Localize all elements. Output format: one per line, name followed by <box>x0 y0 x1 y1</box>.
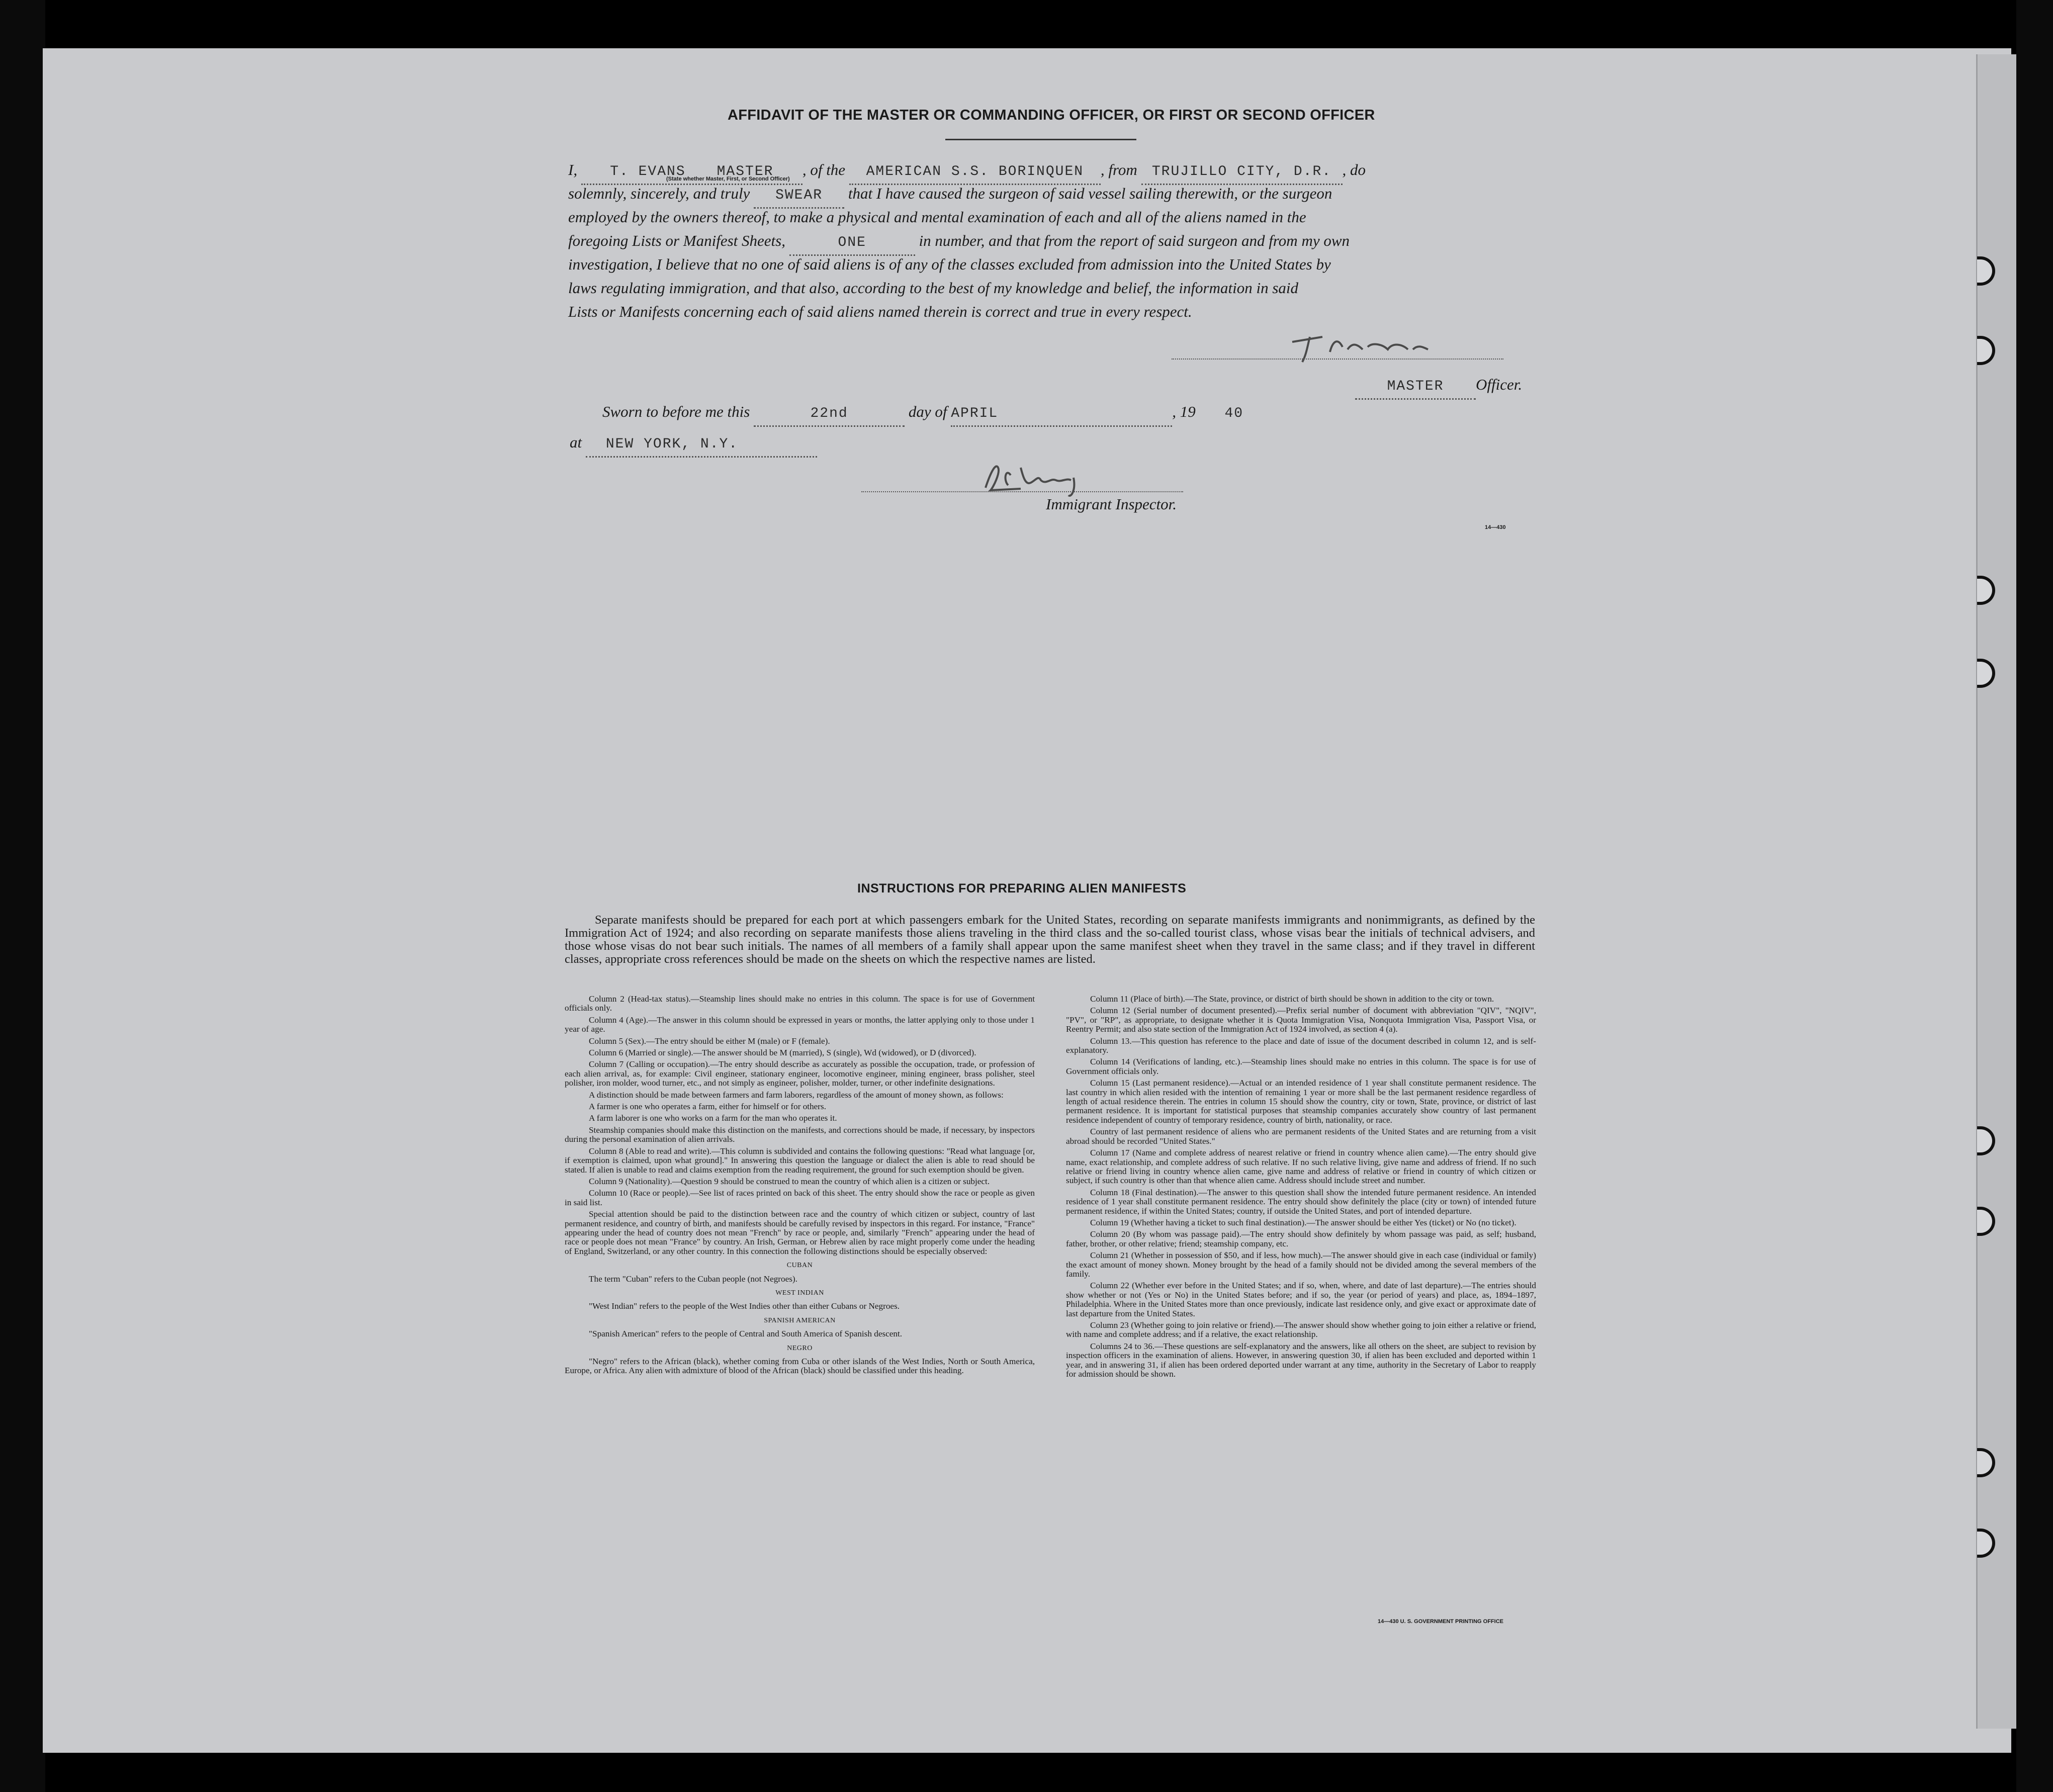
paper-edge <box>1976 54 2020 1729</box>
inspector-label: Immigrant Inspector. <box>1046 495 1177 513</box>
scan-border-right <box>2016 0 2053 1792</box>
affidavit-line-7: Lists or Manifests concerning each of said aliens named therein is correct and true in every respect. <box>568 303 1192 320</box>
instruction-paragraph: Column 20 (By whom was passage paid).—The entry should show definitely by whom passage was paid, as self; husband, father, brother, or other relative; friend; steamship company, etc. <box>1066 1229 1536 1248</box>
instruction-paragraph: Column 11 (Place of birth).—The State, province, or district of birth should be shown in addition to the city or town. <box>1090 994 1494 1004</box>
oath-field <box>754 182 844 209</box>
text-do: , do <box>1342 161 1366 178</box>
instruction-paragraph: Special attention should be paid to the distinction between race and the country of which citizen or subject, country of last permanent residence, and country of birth, and manifests should be carefully revised by inspectors in this regard. For instance, "France" appearing under the head of country does not mean "French" by race or people, and, similarly "French" appearing under the head of race or people does not mean "France" by country. An Irish, German, or Hebrew alien by race might properly come under the heading of England, Switzerland, or any other country. In this connection the following distinctions should be especially observed: <box>565 1209 1035 1256</box>
instruction-paragraph: Column 2 (Head-tax status).—Steamship lines should make no entries in this column. The space is for use of Government officials only. <box>565 994 1035 1013</box>
instruction-paragraph: Column 7 (Calling or occupation).—The entry should describe as accurately as possible the occupation, trade, or profession of each alien arrival, as, for example: Civil engineer, stationary engineer, locomotive engineer, mining engineer, brass polisher, steel polisher, iron molder, wood turner, etc., and not simply as engineer, polisher, molder, turner, or other indefinite designations. <box>565 1059 1035 1088</box>
instruction-paragraph: Column 4 (Age).—The answer in this column should be expressed in years or months, the latter applying only to those under 1 year of age. <box>565 1015 1035 1034</box>
port-field <box>1141 158 1343 185</box>
instruction-paragraph: Country of last permanent residence of aliens who are permanent residents of the United States and are returning from a visit abroad should be recorded "United States." <box>1066 1127 1536 1146</box>
affidavit-line-4 <box>568 229 1539 256</box>
officer-name-value: T. EVANS <box>610 164 686 180</box>
sheet-count-field <box>789 229 915 256</box>
instruction-paragraph: "West Indian" refers to the people of the West Indies other than either Cubans or Negroes. <box>589 1301 900 1311</box>
instruction-paragraph: Column 17 (Name and complete address of nearest relative or friend in country whence alien came).—The entry should give name, exact relationship, and complete address of such relative. If no such relative living, give name and address of friend. If no such relative or friend living in country whence alien came, give name and address of relative or friend in country of which citizen or subject, if such country is other than that whence alien came. Address should include street and number. <box>1066 1148 1536 1186</box>
scan-border-left <box>0 0 45 1792</box>
instruction-paragraph: Column 12 (Serial number of document presented).—Prefix serial number of document with abbreviation "QIV", "NQIV", "PV", or "RP", as appropriate, to designate whether it is Quota Immigration Visa, Nonquota Immigration Visa, Passport Visa, or Reentry Permit; and also state section of the Immigration Act of 1924 involved, as section 4 (a). <box>1066 1006 1536 1034</box>
text-of-the: , of the <box>802 161 846 178</box>
affidavit-title: AFFIDAVIT OF THE MASTER OR COMMANDING OFFICER, OR FIRST OR SECOND OFFICER <box>728 107 1375 123</box>
instruction-paragraph: A farmer is one who operates a farm, either for himself or for others. <box>589 1102 827 1112</box>
master-officer-line <box>1355 373 1522 400</box>
instruction-paragraph: Column 6 (Married or single).—The answer should be M (married), S (single), Wd (widowed), or D (divorced). <box>589 1048 976 1058</box>
text-surgeon: that I have caused the surgeon of said vessel sailing therewith, or the surgeon <box>848 185 1332 202</box>
instruction-paragraph: Column 14 (Verifications of landing, etc.).—Steamship lines should make no entries in this column. The space is for use of Government officials only. <box>1066 1057 1536 1076</box>
signature-rank-value: MASTER <box>1387 379 1444 394</box>
section-heading-cuban: CUBAN <box>786 1262 813 1270</box>
instruction-paragraph: The term "Cuban" refers to the Cuban people (not Negroes). <box>589 1274 797 1284</box>
affidavit-line-2 <box>568 182 1539 209</box>
century-label: , 19 <box>1172 403 1196 420</box>
section-heading-negro: NEGRO <box>787 1344 813 1352</box>
instruction-paragraph: Column 10 (Race or people).—See list of races printed on back of this sheet. The entry should show the race or people as given in said list. <box>565 1188 1035 1207</box>
instruction-paragraph: A farm laborer is one who works on a farm for the man who operates it. <box>589 1113 837 1123</box>
instructions-column-left <box>565 995 1035 1378</box>
text-from: , from <box>1100 161 1137 178</box>
officer-rank-value: MASTER <box>717 164 774 180</box>
officer-title-hint: (State whether Master, First, or Second Officer) <box>666 176 790 182</box>
sworn-location-value: NEW YORK, N.Y. <box>605 436 739 452</box>
instruction-paragraph: A distinction should be made between farmers and farm laborers, regardless of the amount of money shown, as follows: <box>589 1090 1004 1100</box>
text-solemnly: solemnly, sincerely, and truly <box>568 185 750 202</box>
sworn-line <box>602 400 1243 427</box>
sworn-label: Sworn to before me this <box>602 403 750 420</box>
instruction-paragraph: "Negro" refers to the African (black), whether coming from Cuba or other islands of the West Indies, North or South America, Europe, or Africa. Any alien with admixture of blood of the African (black) should be classified under this heading. <box>565 1357 1035 1376</box>
instruction-paragraph: Columns 24 to 36.—These questions are self-explanatory and the answers, like all others on the sheet, are subject to revision by inspection officers in the examination of aliens. However, in answering question 30, if alien has been excluded and deported within 1 year, and in answering 31, if alien has been ordered deported under warrant at any time, authority in the Secretary of Labor to reapply for admission should be shown. <box>1066 1341 1536 1379</box>
instruction-paragraph: Column 9 (Nationality).—Question 9 should be construed to mean the country of which alien is a citizen or subject. <box>589 1176 990 1186</box>
sworn-month-value: APRIL <box>951 406 999 421</box>
vessel-value: AMERICAN S.S. BORINQUEN <box>866 164 1084 180</box>
printing-office-note: 14—430 U. S. GOVERNMENT PRINTING OFFICE <box>1378 1619 1503 1625</box>
instruction-paragraph: Column 13.—This question has reference to the place and date of issue of the document described in column 12, and is self-explanatory. <box>1066 1036 1536 1055</box>
text-in-number: in number, and that from the report of said surgeon and from my own <box>919 232 1350 249</box>
sworn-location-line <box>570 430 817 458</box>
officer-label: Officer. <box>1476 376 1523 393</box>
at-label: at <box>570 433 582 451</box>
instruction-paragraph: Column 15 (Last permanent residence).—Actual or an intended residence of 1 year shall constitute permanent residence. The last country in which alien resided with the intention of remaining 1 year or more shall be the last permanent residence regardless of length of actual residence therein. The entries in column 15 should show the country, city or town, State, province, or district of last permanent residence. It is important for statistical purposes that steamship companies accurately show country of last permanent residence independent of country of temporary residence, country of birth, nationality, or race. <box>1066 1078 1536 1125</box>
instruction-paragraph: Column 22 (Whether ever before in the United States; and if so, when, where, and date of last departure).—The entries should show whether or not (Yes or No) in the United States before; and if so, the year (or period of years) and place, as, 1894–1897, Philadelphia. Where in the United States more than once previously, indicate last residence only, and give exact or approximate date of last departure from the United States. <box>1066 1281 1536 1318</box>
instruction-paragraph: Column 18 (Final destination).—The answer to this question shall show the intended future permanent residence. An intended residence of 1 year shall constitute permanent residence. The entry should show definitely the place (city or town) of intended future permanent residence, if within the United States; country, if outside the United States, and port of intended departure. <box>1066 1187 1536 1216</box>
instruction-paragraph: Column 5 (Sex).—The entry should be either M (male) or F (female). <box>589 1036 830 1046</box>
sworn-year-value: 40 <box>1224 406 1244 421</box>
affidavit-line-6: laws regulating immigration, and that also, according to the best of my knowledge and belief, the information in said <box>568 279 1299 297</box>
instructions-column-right <box>1066 995 1536 1381</box>
sheet-count-value: ONE <box>838 235 866 250</box>
sworn-day-value: 22nd <box>810 406 848 421</box>
oath-value: SWEAR <box>775 188 823 203</box>
affidavit-line-5: investigation, I believe that no one of said aliens is of any of the classes excluded from admission into the United States by <box>568 255 1331 273</box>
instruction-paragraph: Column 23 (Whether going to join relative or friend).—The answer should show whether going to join either a relative or friend, with name and complete address; and if a relative, the exact relationship. <box>1066 1320 1536 1339</box>
text-i: I, <box>568 161 578 178</box>
instruction-paragraph: Column 21 (Whether in possession of $50, and if less, how much).—The answer should give in each case (individual or family) the exact amount of money shown. Money brought by the head of a family should not be divided among the several members of the family. <box>1066 1250 1536 1279</box>
instruction-paragraph: Column 19 (Whether having a ticket to such final destination).—The answer should be either Yes (ticket) or No (no ticket). <box>1090 1217 1516 1227</box>
affidavit-line-3: employed by the owners thereof, to make a physical and mental examination of each and all of the aliens named in the <box>568 208 1306 226</box>
day-of-label: day of <box>908 403 947 420</box>
instruction-paragraph: Steamship companies should make this distinction on the manifests, and corrections should be made, if necessary, by inspectors during the personal examination of alien arrivals. <box>565 1125 1035 1144</box>
form-code-top: 14—430 <box>1485 524 1506 530</box>
vessel-field <box>849 158 1101 185</box>
port-value: TRUJILLO CITY, D.R. <box>1151 164 1332 180</box>
instructions-intro: Separate manifests should be prepared for each port at which passengers embark for the United States, recording on separate manifests immigrants and nonimmigrants, as defined by the Immigration Act of 1924; and also recording on separate manifests those aliens traveling in the third class and the so-called tourist class, whose visas bear the initials of technical advisers, and those whose visas do not bear such initials. The names of all members of a family shall appear upon the same manifest sheet when they travel in the same class; and if they travel in different classes, appropriate cross references should be made on the sheets on which the respective names are listed. <box>565 913 1535 966</box>
title-underline <box>945 139 1136 140</box>
signature-line-master <box>1172 359 1503 361</box>
section-heading-spanish-american: SPANISH AMERICAN <box>764 1316 836 1324</box>
instruction-paragraph: Column 8 (Able to read and write).—This column is subdivided and contains the following questions: "Read what language [or, if exemption is claimed, upon what ground]." In answering this question the language or dialect the alien is able to read should be stated. If alien is unable to read and claims exemption from the reading requirement, the ground for such exemption should be given. <box>565 1146 1035 1175</box>
instructions-title: INSTRUCTIONS FOR PREPARING ALIEN MANIFESTS <box>857 881 1187 895</box>
text-foregoing: foregoing Lists or Manifest Sheets, <box>568 232 785 249</box>
section-heading-west-indian: WEST INDIAN <box>775 1289 824 1297</box>
instruction-paragraph: "Spanish American" refers to the people of Central and South America of Spanish descent. <box>589 1329 903 1339</box>
